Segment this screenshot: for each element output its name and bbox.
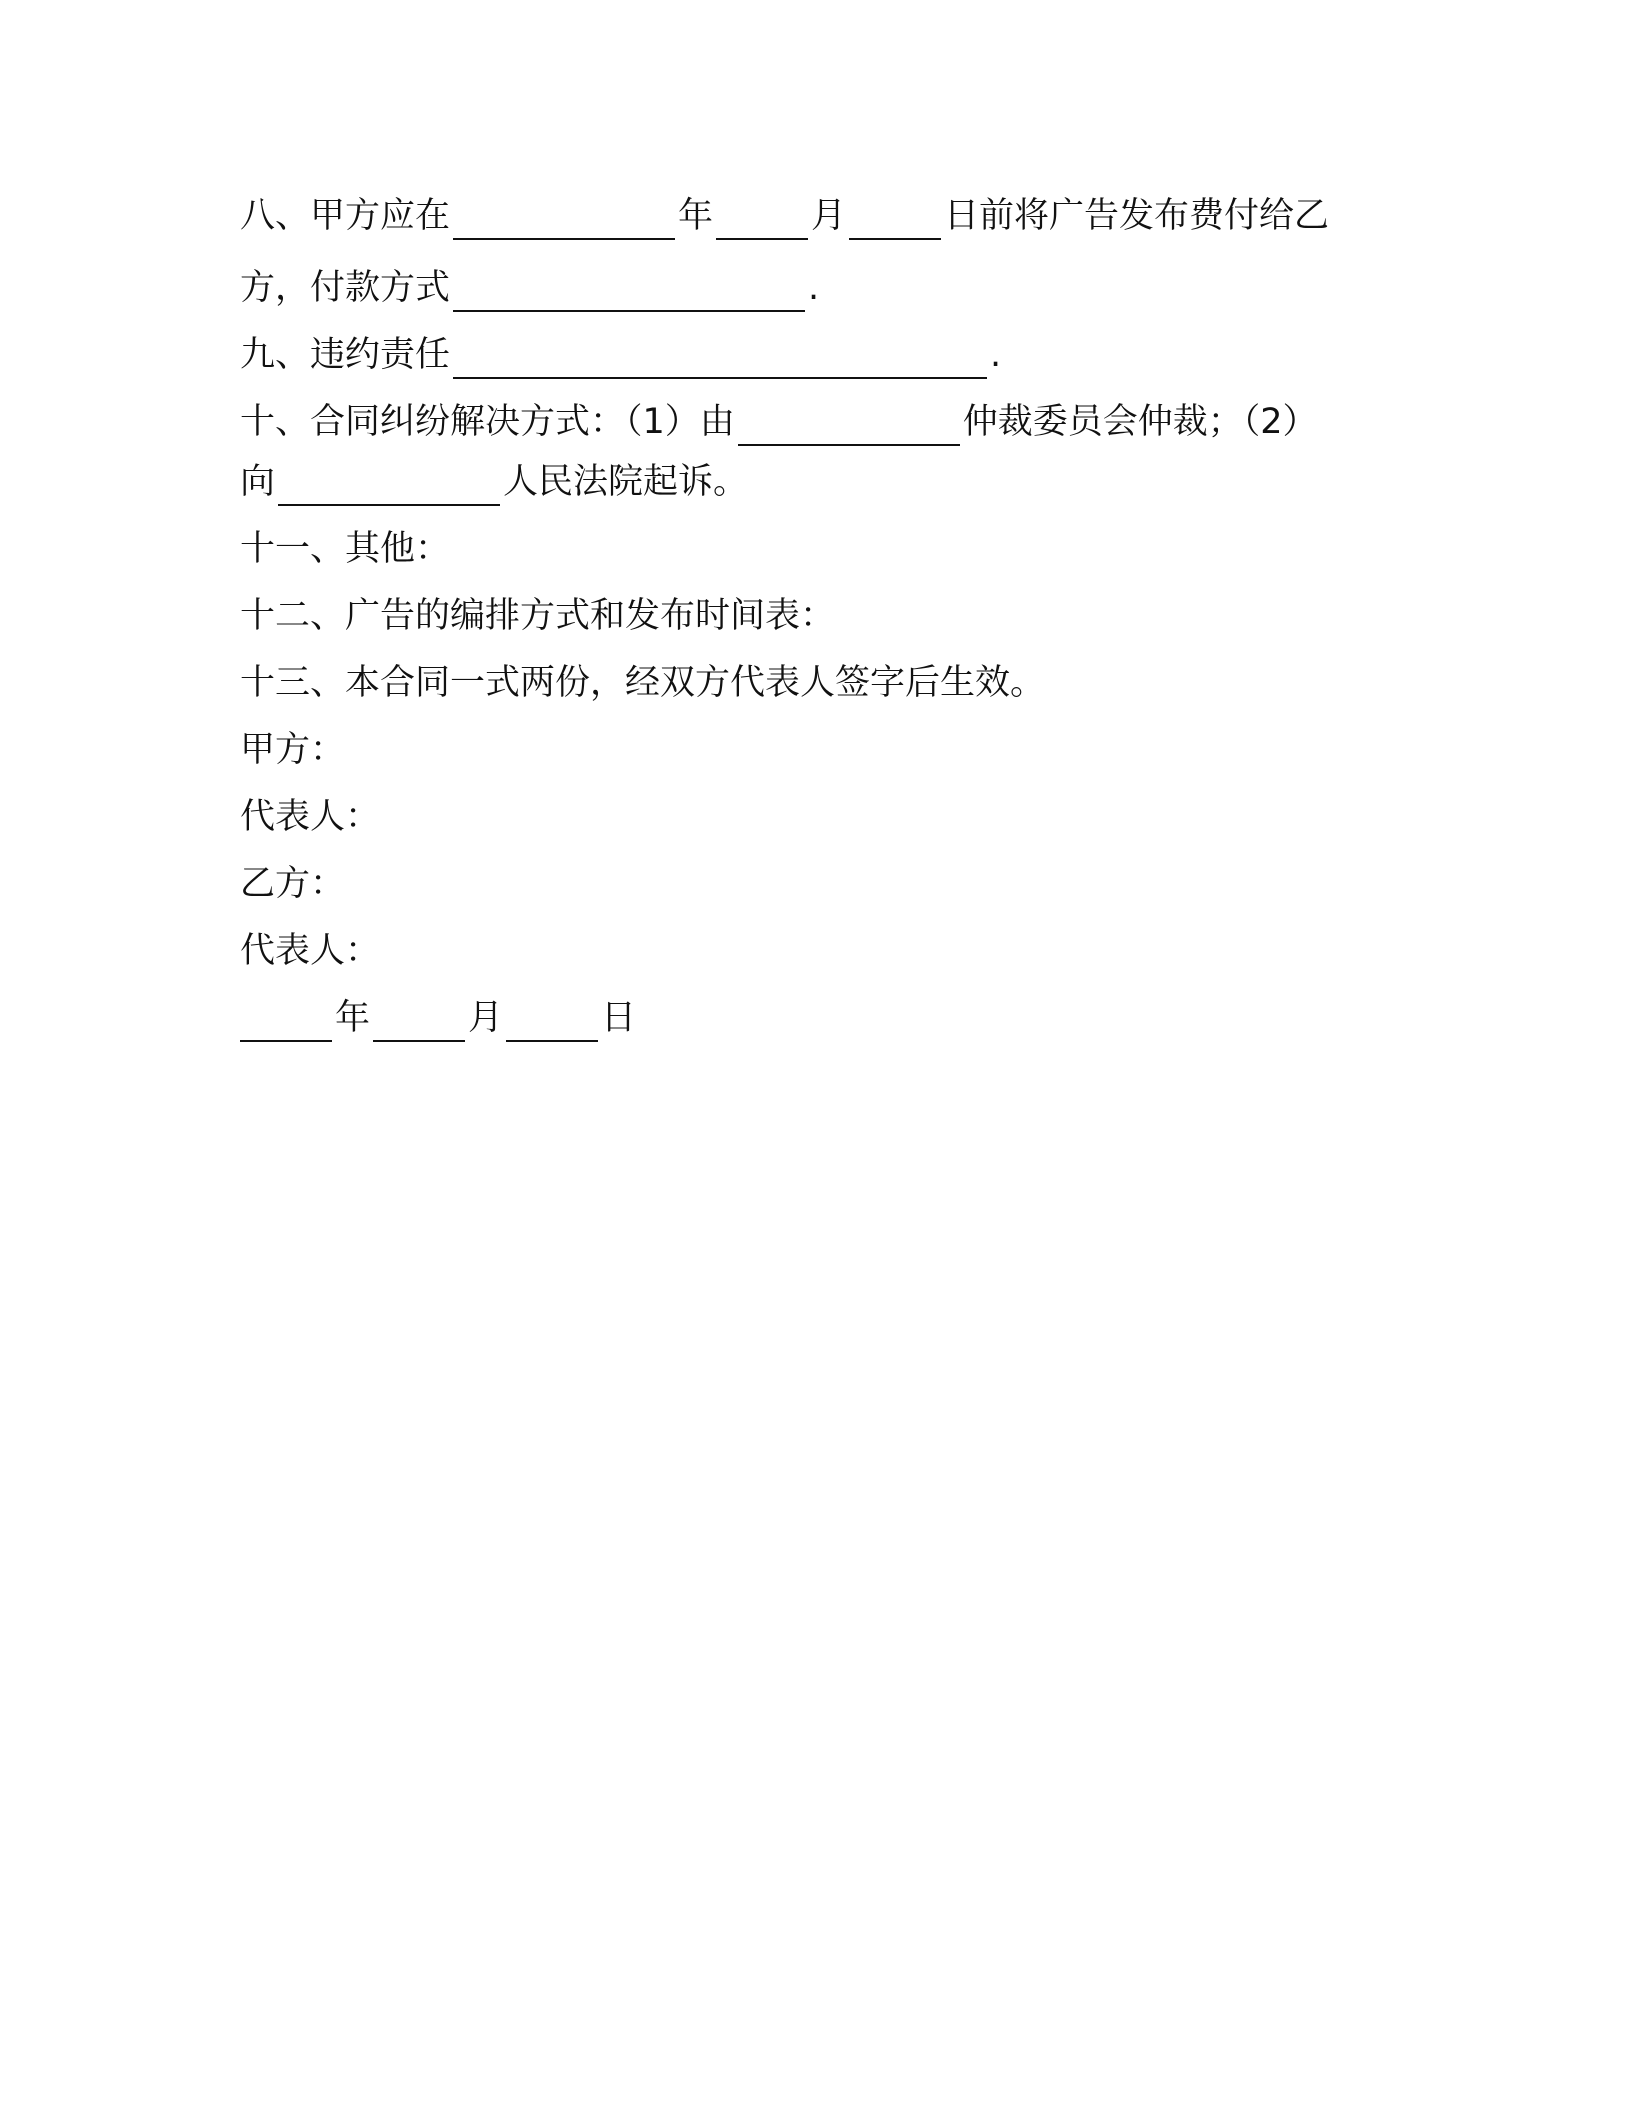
clause-9-period: . xyxy=(990,335,1002,375)
clause-11-line xyxy=(240,525,450,573)
clause-8-line-2 xyxy=(240,264,819,312)
clause-8-year-label: 年 xyxy=(678,196,714,236)
payment-day-blank[interactable] xyxy=(849,200,941,240)
payment-year-blank[interactable] xyxy=(453,200,675,240)
payment-method-blank[interactable] xyxy=(453,272,805,312)
party-a-label: 甲方： xyxy=(240,730,346,770)
signing-month-label: 月 xyxy=(468,998,504,1038)
party-a-rep-label: 代表人： xyxy=(240,797,381,837)
signing-day-blank[interactable] xyxy=(506,1002,598,1042)
signing-year-label: 年 xyxy=(335,998,371,1038)
payment-month-blank[interactable] xyxy=(716,200,808,240)
signing-year-blank[interactable] xyxy=(240,1002,332,1042)
clause-8-line-1 xyxy=(240,192,1329,240)
party-b-rep-label: 代表人： xyxy=(240,931,381,971)
party-b-rep-line xyxy=(240,927,380,975)
party-b-line xyxy=(240,860,345,908)
arbitration-committee-blank[interactable] xyxy=(738,406,960,446)
party-a-line xyxy=(240,726,345,774)
clause-8-rest: 日前将广告发布费付给乙 xyxy=(944,196,1330,236)
clause-10-prefix: 十、合同纠纷解决方式：（1）由 xyxy=(240,402,735,442)
clause-8-month-label: 月 xyxy=(811,196,847,236)
clause-9-line xyxy=(240,331,1001,379)
clause-9-prefix: 九、违约责任 xyxy=(240,335,451,375)
clause-13-text: 十三、本合同一式两份，经双方代表人签字后生效。 xyxy=(240,663,1046,703)
clause-10-line-1 xyxy=(240,398,1318,446)
clause-10-line2-prefix: 向 xyxy=(240,462,276,502)
party-b-label: 乙方： xyxy=(240,864,346,904)
clause-8-line2-prefix: 方，付款方式 xyxy=(240,268,451,308)
clause-12-line xyxy=(240,592,835,640)
party-a-rep-line xyxy=(240,793,380,841)
clause-13-line xyxy=(240,659,1045,707)
clause-10-line2-end: 人民法院起诉。 xyxy=(503,462,749,502)
clause-12-text: 十二、广告的编排方式和发布时间表： xyxy=(240,596,836,636)
signing-date-line xyxy=(240,994,636,1042)
clause-11-text: 十一、其他： xyxy=(240,529,451,569)
breach-liability-blank[interactable] xyxy=(453,339,987,379)
clause-10-mid: 仲裁委员会仲裁；（2） xyxy=(962,402,1318,442)
clause-8-period: . xyxy=(808,268,820,308)
court-name-blank[interactable] xyxy=(278,466,500,506)
clause-10-line-2 xyxy=(240,458,748,506)
signing-day-label: 日 xyxy=(601,998,637,1038)
signing-month-blank[interactable] xyxy=(373,1002,465,1042)
clause-8-prefix: 八、甲方应在 xyxy=(240,196,451,236)
